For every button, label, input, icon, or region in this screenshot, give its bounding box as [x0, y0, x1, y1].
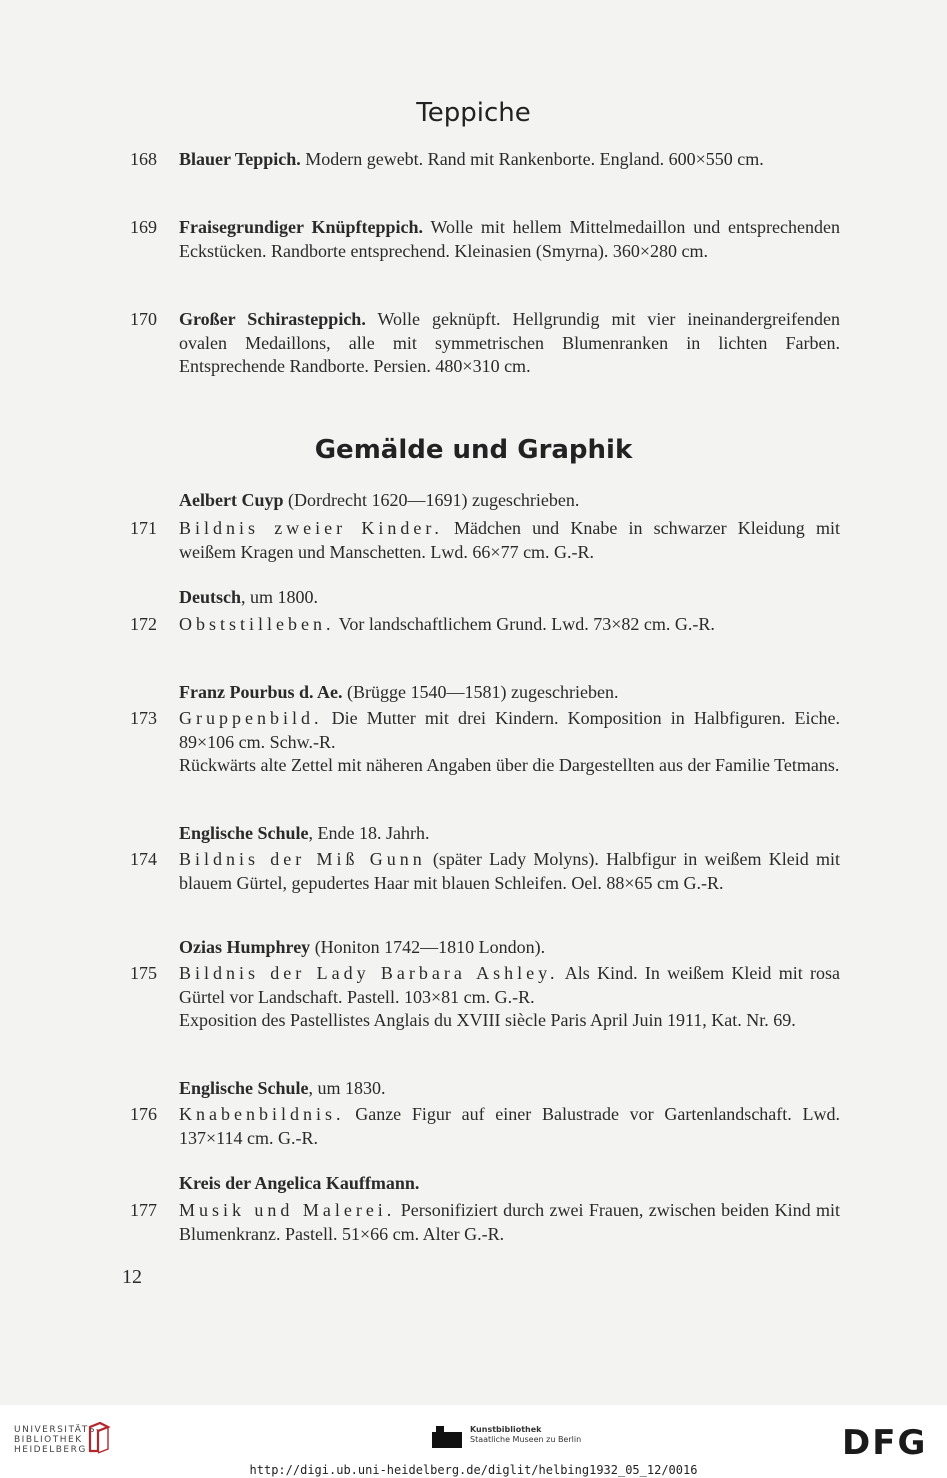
artist-name: Aelbert Cuyp [179, 490, 284, 510]
entry-text: Wolle mit hellem Mittelmedaillon und entsprechenden Eckstücken. Randborte entsprechend. Kleinasien (Smyrna). 360×280 cm. [179, 217, 840, 261]
artist-heading-176 [179, 1077, 839, 1101]
entry-number: 176 [130, 1104, 157, 1124]
artist-name: Ozias Humphrey [179, 937, 311, 957]
entry-title: Großer Schirasteppich. [179, 309, 366, 329]
kb-subtitle: Staatliche Museen zu Berlin [470, 1435, 582, 1444]
entry-text: Ganze Figur auf einer Balustrade vor Gartenlandschaft. Lwd. 137×114 cm. G.-R. [179, 1104, 840, 1148]
entry-text: Die Mutter mit drei Kindern. Komposition in Halbfiguren. Eiche. 89×106 cm. Schw.-R. [179, 708, 840, 752]
entry-number: 172 [130, 614, 157, 634]
entry-text: Mädchen und Knabe in schwarzer Kleidung mit weißem Kragen und Manschetten. Lwd. 66×77 cm. G.-R. [179, 518, 840, 562]
artist-name: Englische Schule [179, 823, 309, 843]
entry-number: 174 [130, 849, 157, 869]
entry-number: 177 [130, 1200, 157, 1220]
catalog-entry-177 [130, 1199, 840, 1246]
artist-info: , Ende 18. Jahrh. [308, 823, 430, 843]
catalog-entry-174 [130, 848, 840, 895]
entry-text: Personifiziert durch zwei Frauen, zwischen beiden Kind mit Blumenkranz. Pastell. 51×66 cm. Alter G.-R. [179, 1200, 840, 1244]
dfg-logo[interactable]: DFG [842, 1423, 928, 1463]
entry-title: Obststilleben. [179, 614, 335, 634]
catalog-entry-173 [130, 707, 840, 778]
entry-text: Wolle geknüpft. Hellgrundig mit vier ineinandergreifenden ovalen Medaillons, alle mit symmetrischen Blumenranken in lichten Farben. Entsprechende Randborte. Persien. 480×310 cm. [179, 309, 840, 376]
artist-name: Englische Schule [179, 1078, 309, 1098]
entry-number: 168 [130, 149, 157, 169]
uni-line-2: BIBLIOTHEK [14, 1435, 83, 1445]
catalog-entry-172 [130, 613, 840, 637]
catalog-entry-175 [130, 962, 840, 1033]
kunstbibliothek-logo-icon[interactable] [432, 1426, 462, 1452]
artist-heading-174 [179, 822, 839, 846]
entry-title: Gruppenbild. [179, 708, 323, 728]
entry-title: Bildnis der Miß Gunn [179, 849, 426, 869]
uni-line-3: HEIDELBERG [14, 1445, 87, 1455]
kunstbibliothek-logo-text[interactable] [470, 1425, 581, 1445]
entry-note: Exposition des Pastellistes Anglais du XVIII siècle Paris April Juin 1911, Kat. Nr. 69. [179, 1010, 796, 1030]
entry-text: Als Kind. In weißem Kleid mit rosa Gürtel vor Landschaft. Pastell. 103×81 cm. G.-R. [179, 963, 841, 1007]
artist-heading-171 [179, 489, 839, 513]
catalog-entry-169 [130, 216, 840, 263]
entry-title: Bildnis zweier Kinder. [179, 518, 443, 538]
catalog-entry-171 [130, 517, 840, 564]
entry-note: Rückwärts alte Zettel mit näheren Angaben über die Dargestellten aus der Familie Tetmans. [179, 755, 840, 775]
artist-name: Franz Pourbus d. Ae. [179, 682, 343, 702]
entry-number: 171 [130, 518, 157, 538]
entry-title: Fraisegrundiger Knüpfteppich. [179, 217, 423, 237]
artist-heading-172 [179, 586, 839, 610]
artist-name: Kreis der Angelica Kauffmann. [179, 1173, 420, 1193]
artist-info: (Honiton 1742—1810 London). [310, 937, 546, 957]
uni-line-1: UNIVERSITÄTS- [14, 1425, 101, 1435]
artist-heading-175 [179, 936, 839, 960]
catalog-entry-170 [130, 308, 840, 379]
catalog-entry-168 [130, 148, 840, 172]
entry-title: Bildnis der Lady Barbara Ashley. [179, 963, 559, 983]
viewer-footer [0, 1405, 947, 1478]
entry-title: Musik und Malerei. [179, 1200, 396, 1220]
artist-info: (Brügge 1540—1581) zugeschrieben. [342, 682, 619, 702]
artist-info: (Dordrecht 1620—1691) zugeschrieben. [283, 490, 580, 510]
artist-info: , um 1830. [308, 1078, 386, 1098]
artist-heading-173 [179, 681, 839, 705]
catalog-entry-176 [130, 1103, 840, 1150]
entry-text: Modern gewebt. Rand mit Rankenborte. England. 600×550 cm. [300, 149, 764, 169]
entry-number: 173 [130, 708, 157, 728]
entry-text: Vor landschaftlichem Grund. Lwd. 73×82 cm. G.-R. [334, 614, 715, 634]
kb-title: Kunstbibliothek [470, 1425, 542, 1434]
artist-info: , um 1800. [241, 587, 319, 607]
entry-title: Knabenbildnis. [179, 1104, 345, 1124]
entry-number: 169 [130, 217, 157, 237]
entry-number: 170 [130, 309, 157, 329]
page-number: 12 [122, 1266, 142, 1288]
artist-heading-177 [179, 1172, 839, 1196]
entry-text: (später Lady Molyns). Halbfigur in weißem Kleid mit blauem Gürtel, gepudertes Haar mit blauen Schleifen. Oel. 88×65 cm G.-R. [179, 849, 840, 893]
permalink-url[interactable]: http://digi.ub.uni-heidelberg.de/diglit/helbing1932_05_12/0016 [249, 1463, 698, 1477]
artist-name: Deutsch [179, 587, 241, 607]
section-title-gemaelde: Gemälde und Graphik [314, 435, 633, 465]
entry-number: 175 [130, 963, 157, 983]
entry-title: Blauer Teppich. [179, 149, 301, 169]
university-library-logo-icon[interactable] [86, 1421, 112, 1459]
section-title-teppiche: Teppiche [416, 98, 531, 128]
